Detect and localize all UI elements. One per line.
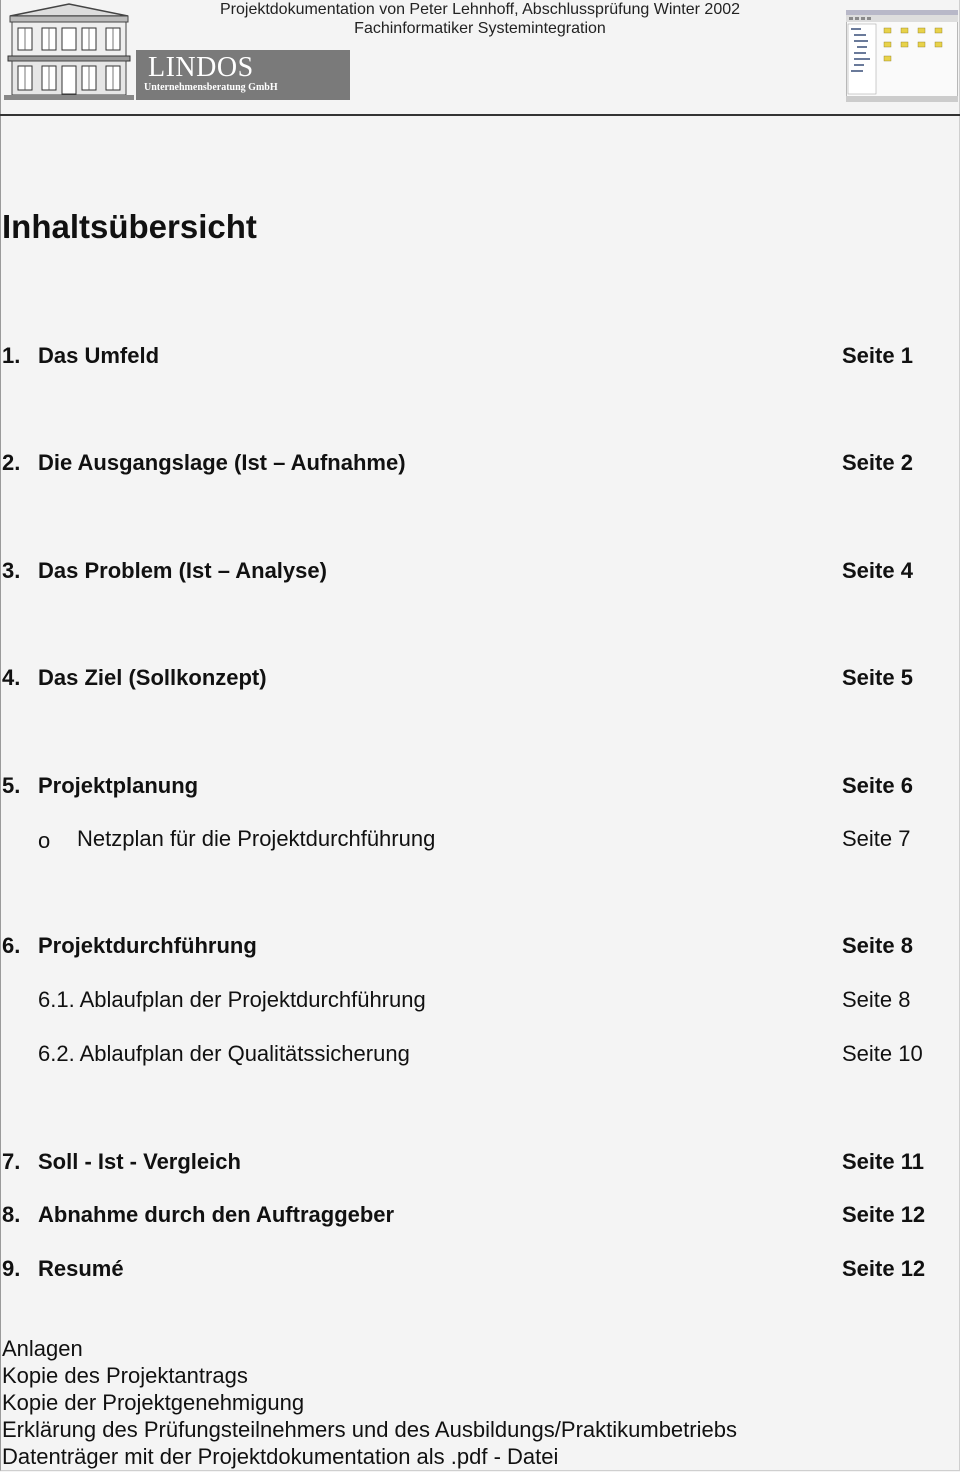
toc-page: Seite 1 (842, 343, 913, 368)
attachment-item: Erklärung des Prüfungsteilnehmers und des Ausbildungs/Praktikumbetriebs (2, 1417, 737, 1442)
brand-subtitle: Unternehmensberatung GmbH (144, 82, 278, 93)
attachment-item: Kopie des Projektantrags (2, 1363, 248, 1388)
toc-subentry (0, 1041, 960, 1071)
toc-number: 4. (2, 665, 21, 690)
toc-page: Seite 10 (842, 1041, 923, 1066)
toc-label: Netzplan für die Projektdurchführung (77, 826, 436, 851)
toc-page: Seite 5 (842, 665, 913, 690)
building-logo-icon (2, 2, 136, 102)
page-header (0, 0, 960, 116)
toc-entry (0, 343, 960, 373)
toc-number: 9. (2, 1256, 21, 1281)
toc-label: 6.2. Ablaufplan der Qualitätssicherung (38, 1041, 410, 1066)
toc-page: Seite 6 (842, 773, 913, 798)
toc-entry (0, 665, 960, 695)
toc-number: 5. (2, 773, 21, 798)
toc-number: 3. (2, 558, 21, 583)
toc-subentry (0, 826, 960, 856)
toc-page: Seite 8 (842, 987, 911, 1012)
header-rule (0, 114, 960, 116)
toc-number: 8. (2, 1202, 21, 1227)
header-line-2: Fachinformatiker Systemintegration (354, 20, 606, 37)
toc-page: Seite 8 (842, 933, 913, 958)
page-title: Inhaltsübersicht (2, 208, 257, 245)
toc-number: 7. (2, 1149, 21, 1174)
toc-page: Seite 7 (842, 826, 911, 851)
toc-label: Projektdurchführung (38, 933, 257, 958)
toc-page: Seite 12 (842, 1202, 926, 1227)
toc-entry (0, 1202, 960, 1232)
attachment-item: Datenträger mit der Projektdokumentation als .pdf - Datei (2, 1444, 559, 1469)
screenshot-thumbnail-image (846, 10, 958, 102)
toc-number: 6. (2, 933, 21, 958)
toc-entry (0, 933, 960, 963)
toc-label: Soll - Ist - Vergleich (38, 1149, 241, 1174)
bullet-marker: o (38, 828, 51, 853)
toc-entry (0, 450, 960, 480)
toc-label: Die Ausgangslage (Ist – Aufnahme) (38, 450, 406, 475)
toc-page: Seite 12 (842, 1256, 926, 1281)
toc-label: Das Ziel (Sollkonzept) (38, 665, 267, 690)
toc-label: Das Problem (Ist – Analyse) (38, 558, 327, 583)
toc-number: 2. (2, 450, 21, 475)
toc-page: Seite 4 (842, 558, 913, 583)
attachment-item: Kopie der Projektgenehmigung (2, 1390, 305, 1415)
toc-page: Seite 11 (842, 1149, 924, 1174)
toc-entry (0, 773, 960, 803)
toc-entry (0, 1256, 960, 1286)
toc-entry (0, 1149, 960, 1179)
toc-subentry (0, 987, 960, 1017)
toc-number: 1. (2, 343, 21, 368)
brand-name: LINDOS (148, 52, 254, 83)
toc-label: Das Umfeld (38, 343, 160, 368)
attachments-list (2, 1335, 737, 1470)
brand-logo (136, 50, 350, 100)
toc-label: Resumé (38, 1256, 124, 1281)
attachments-heading: Anlagen (2, 1336, 83, 1361)
toc-label: 6.1. Ablaufplan der Projektdurchführung (38, 987, 426, 1012)
header-text (200, 0, 760, 38)
toc-label: Projektplanung (38, 773, 199, 798)
toc-entry (0, 558, 960, 588)
toc-label: Abnahme durch den Auftraggeber (38, 1202, 395, 1227)
header-line-1: Projektdokumentation von Peter Lehnhoff, Abschlussprüfung Winter 2002 (219, 1, 741, 18)
toc-page: Seite 2 (842, 450, 913, 475)
